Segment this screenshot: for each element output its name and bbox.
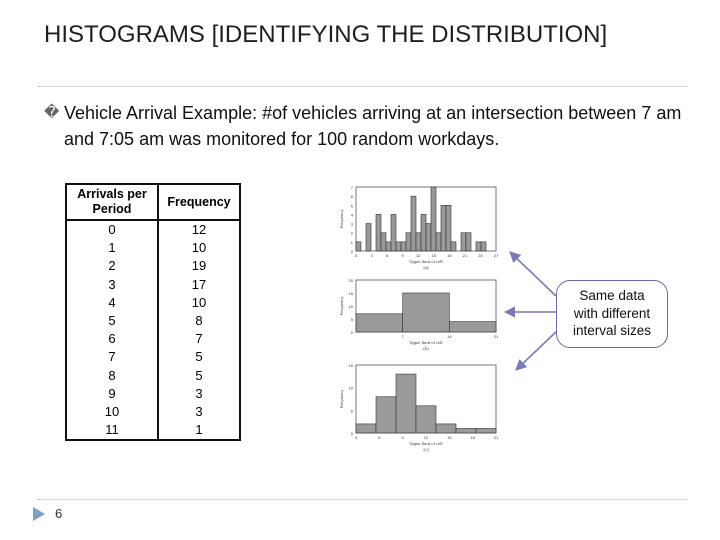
x-axis-label: Upper limit of cell [409,441,443,446]
bullet-icon: � [44,104,60,121]
arrivals-cell: 10 [66,403,158,421]
arrivals-cell: 3 [66,276,158,294]
y-tick-label: 3 [350,221,353,227]
y-tick-label: 7 [350,185,353,190]
y-tick-label: 15 [348,291,353,296]
y-tick-label: 1 [350,239,353,245]
chart-caption: (b) [423,346,429,351]
frequency-cell: 3 [195,404,203,420]
arrivals-cell: 5 [66,312,158,330]
x-tick-label: 0 [354,253,358,258]
arrow-to-chart-a [510,252,556,296]
column-header-frequency: Frequency [158,184,240,220]
x-tick-label: 15 [447,435,452,440]
arrivals-cell: 7 [66,348,158,366]
arrivals-cell: 4 [66,294,158,312]
x-tick-label: 3 [354,435,358,440]
chart-caption: (c) [423,447,429,452]
y-tick-label: 20 [348,278,353,283]
slide-title: HISTOGRAMS [IDENTIFYING THE DISTRIBUTION] [44,21,608,48]
y-tick-label: 15 [348,363,353,368]
frequency-cell: 10 [191,240,207,256]
y-axis-label: Frequency [339,209,344,229]
chart-caption: (a) [423,265,429,270]
page-marker-icon [33,507,45,521]
arrivals-cell: 9 [66,385,158,403]
frequency-cell: 10 [191,294,207,310]
x-tick-label: 15 [431,253,437,258]
x-tick-label: 9 [401,435,404,440]
y-tick-label: 4 [350,212,353,218]
arrivals-cell: 1 [66,239,158,257]
arrivals-cell: 11 [66,421,158,440]
x-tick-label: 14 [447,334,452,339]
x-axis-label: Upper limit of cell [409,259,443,264]
x-tick-label: 21 [493,334,499,339]
arrivals-cell: 8 [66,367,158,385]
y-tick-label: 0 [350,249,353,254]
y-tick-label: 0 [350,431,353,436]
x-tick-label: 18 [470,435,475,440]
x-tick-label: 12 [423,435,429,440]
x-tick-label: 6 [385,253,389,258]
callout-line-1: Same data [579,288,645,303]
y-tick-label: 2 [350,230,353,236]
y-tick-label: 5 [350,203,353,209]
x-tick-label: 24 [478,253,483,258]
x-tick-label: 27 [493,253,499,258]
frequency-cell: 8 [195,313,203,329]
column-header-arrivals: Arrivals per Period [66,184,158,220]
x-tick-label: 7 [401,334,404,339]
arrow-to-chart-c [516,330,558,370]
arrivals-cell: 6 [66,330,158,348]
arrivals-cell: 2 [66,257,158,275]
y-tick-label: 5 [350,408,353,414]
callout-line-3: interval sizes [572,323,652,338]
frequency-cell: 12 [191,222,207,237]
frequency-cell: 5 [195,349,203,365]
frequency-cell: 1 [195,422,203,438]
frequency-cell: 3 [195,385,203,401]
footer-divider [38,499,688,500]
x-tick-label: 9 [401,253,404,258]
y-tick-label: 10 [348,385,353,391]
callout-box [556,280,668,348]
y-axis-label: Frequency [339,389,344,409]
frequency-cell: 7 [195,331,203,347]
x-tick-label: 6 [378,435,381,440]
y-tick-label: 5 [350,317,353,322]
callout-line-2: with different [573,305,651,321]
frequency-cell: 19 [191,258,207,274]
x-tick-label: 18 [447,253,452,258]
x-tick-label: 12 [415,253,421,258]
y-tick-label: 0 [350,330,353,335]
x-axis-label: Upper limit of cell [409,340,443,345]
frequency-cell: 5 [195,367,203,383]
y-axis-label: Frequency [339,296,344,316]
x-tick-label: 3 [370,253,373,258]
frequency-cell: 17 [191,276,207,292]
body-text: Vehicle Arrival Example: #of vehicles arriving at an intersection between 7 am and 7:05 am was monitored for 100 random workdays. [64,103,682,149]
x-tick-label: 21 [493,435,499,440]
y-tick-label: 10 [348,304,353,309]
y-tick-label: 6 [350,194,353,200]
x-tick-label: 21 [462,253,468,258]
page-number: 6 [55,506,63,521]
arrivals-cell: 0 [66,220,158,239]
